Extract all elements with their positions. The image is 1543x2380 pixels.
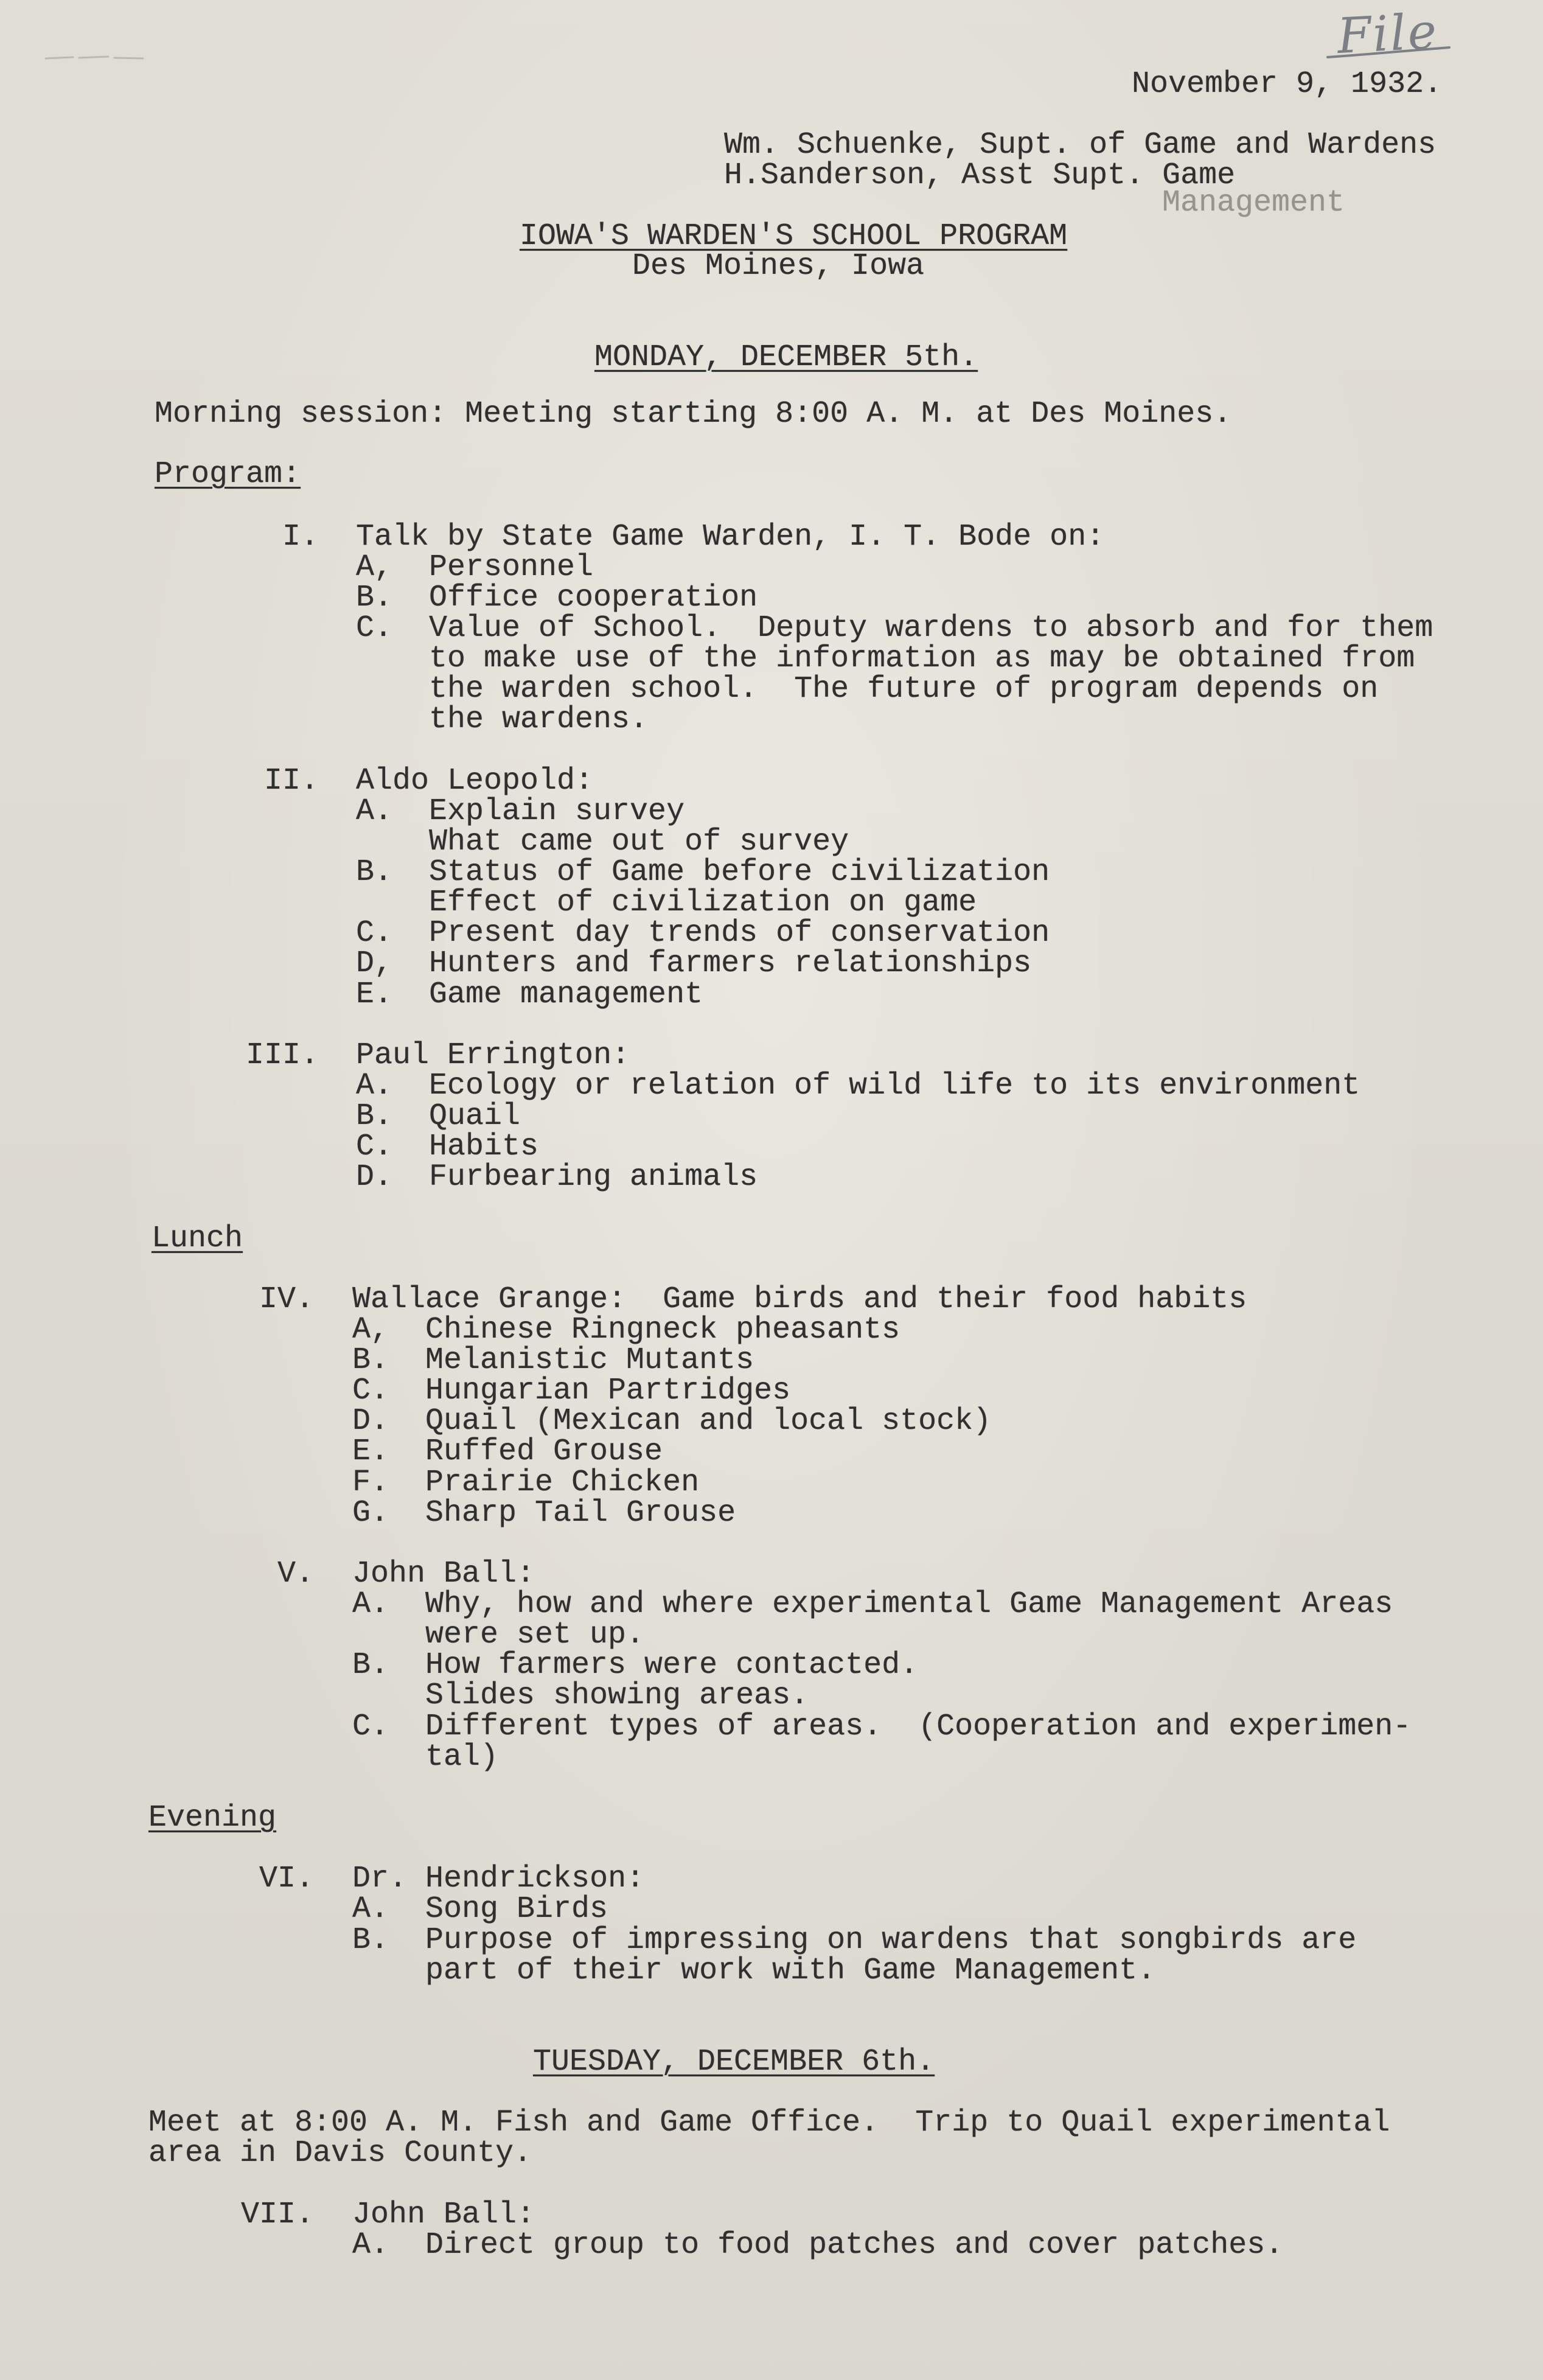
item-text-line: Purpose of impressing on wardens that songbirds are xyxy=(425,1923,1357,1958)
item-text-line: Melanistic Mutants xyxy=(425,1343,754,1378)
section-v-title: John Ball: xyxy=(352,1557,535,1591)
item-text-line: Personnel xyxy=(429,550,594,585)
item-letter: B. xyxy=(356,855,393,890)
item-text-line: Furbearing animals xyxy=(429,1160,758,1195)
item-text-line: What came out of survey xyxy=(429,825,849,859)
handwritten-file-note: File xyxy=(1336,2,1440,65)
location-line: Des Moines, Iowa xyxy=(632,249,925,284)
section-iii-numeral: III. xyxy=(246,1038,319,1073)
item-letter: C. xyxy=(356,1129,393,1164)
file-underline-stroke xyxy=(1314,43,1466,67)
section-vii-numeral: VII. xyxy=(241,2197,315,2232)
item-letter: C. xyxy=(352,1709,389,1744)
item-text-line: Present day trends of conservation xyxy=(429,916,1050,951)
item-text-line: Ecology or relation of wild life to its environment xyxy=(429,1069,1360,1103)
item-text-line: Quail (Mexican and local stock) xyxy=(425,1404,992,1439)
item-letter: A. xyxy=(352,1587,389,1622)
item-letter: A. xyxy=(356,794,393,829)
item-text-line: Effect of civilization on game xyxy=(429,885,977,920)
item-letter: F. xyxy=(352,1465,389,1500)
item-letter: D. xyxy=(356,1160,393,1195)
item-text-line: Prairie Chicken xyxy=(425,1465,700,1500)
item-text-line: part of their work with Game Management. xyxy=(425,1953,1156,1988)
section-i-title: Talk by State Game Warden, I. T. Bode on: xyxy=(356,520,1105,554)
item-letter: C. xyxy=(356,916,393,951)
section-ii-numeral: II. xyxy=(263,764,319,798)
section-i-numeral: I. xyxy=(282,520,319,554)
item-text-line: Habits xyxy=(429,1129,539,1164)
item-text-line: Direct group to food patches and cover patches. xyxy=(425,2228,1284,2263)
section-iv-numeral: IV. xyxy=(259,1282,314,1317)
item-letter: C. xyxy=(356,611,393,646)
item-letter: A. xyxy=(356,1069,393,1103)
item-text-line: the wardens. xyxy=(429,702,649,737)
morning-session-line: Morning session: Meeting starting 8:00 A. M. at Des Moines. xyxy=(155,397,1232,431)
item-letter: B. xyxy=(352,1648,389,1683)
item-letter: D. xyxy=(352,1404,389,1439)
item-text-line: Slides showing areas. xyxy=(425,1678,809,1713)
item-text-line: the warden school. The future of program depends on xyxy=(429,672,1379,707)
item-text-line: How farmers were contacted. xyxy=(425,1648,919,1683)
item-text-line: Explain survey xyxy=(429,794,685,829)
item-text-line: tal) xyxy=(425,1740,499,1775)
date-line: November 9, 1932. xyxy=(1132,67,1443,102)
item-text-line: Hungarian Partridges xyxy=(425,1373,791,1408)
recipient-line: H.Sanderson, Asst Supt. Game xyxy=(724,158,1236,193)
item-text-line: Office cooperation xyxy=(429,581,758,615)
item-letter: E. xyxy=(352,1434,389,1469)
item-letter: A. xyxy=(352,1892,389,1927)
meeting-line: area in Davis County. xyxy=(148,2136,532,2171)
item-text-line: Status of Game before civilization xyxy=(429,855,1050,890)
item-letter: A. xyxy=(352,2228,389,2263)
item-letter: B. xyxy=(352,1343,389,1378)
item-letter: E. xyxy=(356,977,393,1012)
section-iv-title: Wallace Grange: Game birds and their food habits xyxy=(352,1282,1247,1317)
evening-label: Evening xyxy=(148,1801,277,1835)
recipient-line-continuation: Management xyxy=(1162,186,1345,220)
item-text-line: to make use of the information as may be obtained from xyxy=(429,641,1415,676)
section-vi-title: Dr. Hendrickson: xyxy=(352,1862,645,1896)
lunch-label: Lunch xyxy=(152,1221,243,1256)
item-letter: B. xyxy=(356,1099,393,1134)
file-underline-path xyxy=(1328,47,1449,57)
item-letter: B. xyxy=(352,1923,389,1958)
section-iii-title: Paul Errington: xyxy=(356,1038,630,1073)
section-vii-title: John Ball: xyxy=(352,2197,535,2232)
item-text-line: Hunters and farmers relationships xyxy=(429,946,1032,981)
document-title: IOWA'S WARDEN'S SCHOOL PROGRAM xyxy=(520,219,1068,254)
item-text-line: were set up. xyxy=(425,1617,645,1652)
item-text-line: Quail xyxy=(429,1099,521,1134)
recipient-line: Wm. Schuenke, Supt. of Game and Wardens xyxy=(724,128,1437,162)
section-v-numeral: V. xyxy=(277,1557,314,1591)
day-heading-tuesday: TUESDAY, DECEMBER 6th. xyxy=(533,2045,935,2079)
item-letter: A, xyxy=(352,1313,389,1347)
section-ii-title: Aldo Leopold: xyxy=(356,764,594,798)
paper-smudge xyxy=(37,49,158,67)
item-letter: B. xyxy=(356,581,393,615)
day-heading-monday: MONDAY, DECEMBER 5th. xyxy=(594,340,978,375)
item-text-line: Ruffed Grouse xyxy=(425,1434,663,1469)
item-letter: G. xyxy=(352,1496,389,1530)
item-letter: C. xyxy=(352,1373,389,1408)
item-text-line: Game management xyxy=(429,977,703,1012)
item-letter: A, xyxy=(356,550,393,585)
meeting-line: Meet at 8:00 A. M. Fish and Game Office. Trip to Quail experimental xyxy=(148,2106,1390,2140)
paper-smudge-stroke xyxy=(46,57,143,58)
program-label: Program: xyxy=(155,457,301,492)
item-text-line: Why, how and where experimental Game Management Areas xyxy=(425,1587,1393,1622)
item-text-line: Value of School. Deputy wardens to absorb and for them xyxy=(429,611,1433,646)
item-text-line: Different types of areas. (Cooperation and experimen- xyxy=(425,1709,1412,1744)
item-text-line: Chinese Ringneck pheasants xyxy=(425,1313,900,1347)
section-vi-numeral: VI. xyxy=(259,1862,314,1896)
item-text-line: Sharp Tail Grouse xyxy=(425,1496,736,1530)
item-text-line: Song Birds xyxy=(425,1892,608,1927)
item-letter: D, xyxy=(356,946,393,981)
